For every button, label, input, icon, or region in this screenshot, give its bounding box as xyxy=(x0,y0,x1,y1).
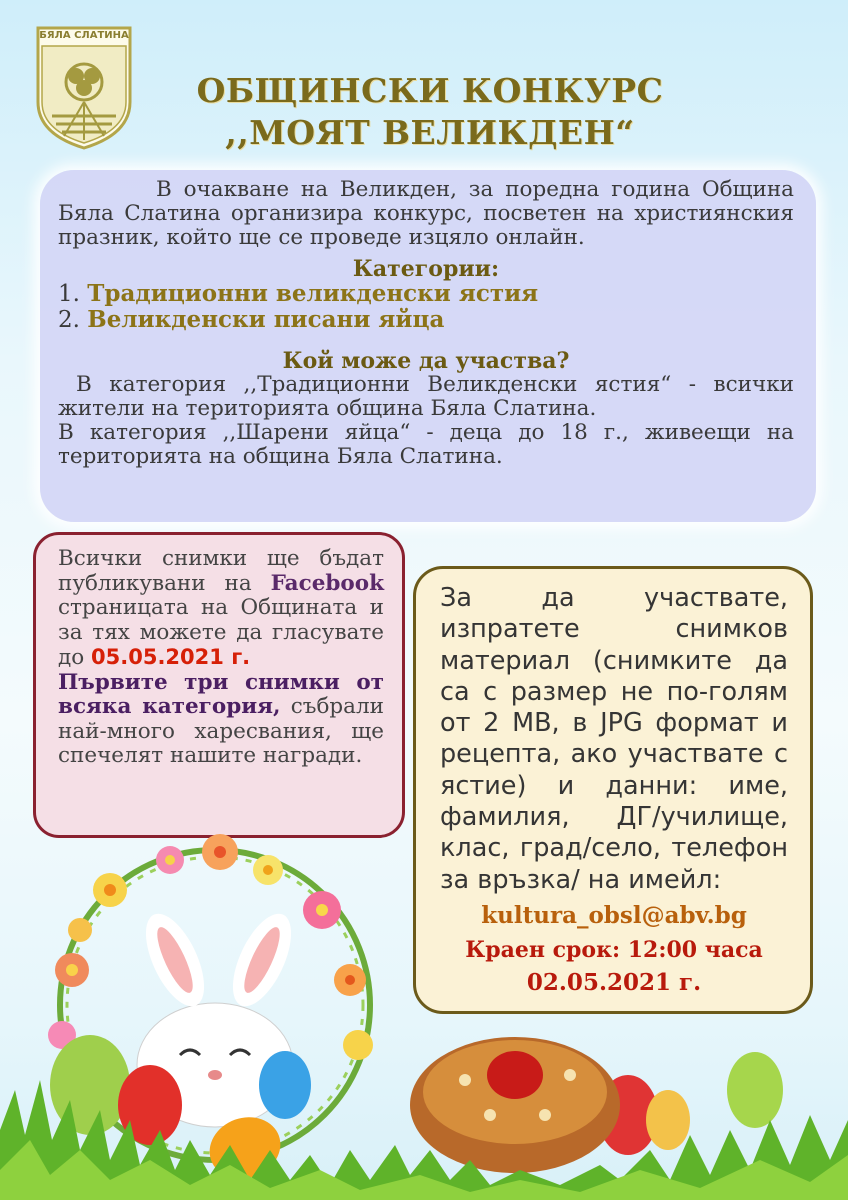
deadline-label: Краен срок: 12:00 часа xyxy=(465,937,763,964)
category-item-1 xyxy=(58,281,794,307)
municipality-coat-of-arms-icon xyxy=(34,24,134,152)
intro-paragraph xyxy=(58,178,794,250)
voting-text-1: Всички снимки ще бъдат публикувани на xyxy=(58,546,384,596)
page-title xyxy=(150,70,710,154)
voting-text-3: събрали най-много харесвания, ще спечелят нашите награди. xyxy=(58,694,384,768)
voting-text-2: страницата на Общината и за тях можете да гласувате до xyxy=(58,595,384,670)
municipality-logo xyxy=(34,24,134,152)
categories-heading: Категории: xyxy=(352,256,500,282)
who-text-1: В категория ,,Традиционни Великденски ястия“ - всички жители на територията община Бяла Слатина. xyxy=(58,372,794,421)
info-box xyxy=(40,170,816,522)
category-label: Традиционни великденски ястия xyxy=(87,280,539,307)
facebook-label: Facebook xyxy=(270,570,384,596)
easter-scene xyxy=(0,830,848,1200)
logo-text: БЯЛА СЛАТИНА xyxy=(39,30,129,41)
category-label: Великденски писани яйца xyxy=(87,306,445,333)
category-item-2 xyxy=(58,307,794,333)
who-paragraph-2: В категория ,,Шарени яйца“ - деца до 18 г., живеещи на територията на община Бяла Слатина. xyxy=(58,420,794,469)
title-line-1: ОБЩИНСКИ КОНКУРС xyxy=(196,71,664,110)
who-heading: Кой може да участва? xyxy=(282,348,570,374)
easter-bread-icon xyxy=(410,1037,620,1173)
intro-text: В очакване на Великден, за поредна година Община Бяла Слатина организира конкурс, посветен на християнския празник, който ще се проведе изцяло онлайн. xyxy=(58,177,794,250)
category-number: 2. xyxy=(58,307,80,333)
email-link[interactable]: kultura_obsl@abv.bg xyxy=(481,901,747,929)
participation-text: За да участвате, изпратете снимков материал (снимките да са с размер не по-голям от 2 MB, в JPG формат и рецепта, ако участвате с ястие) и данни: име, фамилия, ДГ/училище, клас, град/село, телефон за връзка/ на имейл: xyxy=(440,583,788,895)
who-paragraph-1 xyxy=(58,373,794,421)
title-line-2: ,,МОЯТ ВЕЛИКДЕН“ xyxy=(225,113,635,152)
voting-deadline-date: 05.05.2021 г. xyxy=(91,645,251,669)
category-number: 1. xyxy=(58,281,80,307)
deadline-date: 02.05.2021 г. xyxy=(526,968,702,996)
voting-winners-bold: Първите три снимки от всяка категория, xyxy=(58,669,384,719)
voting-box xyxy=(33,532,405,838)
